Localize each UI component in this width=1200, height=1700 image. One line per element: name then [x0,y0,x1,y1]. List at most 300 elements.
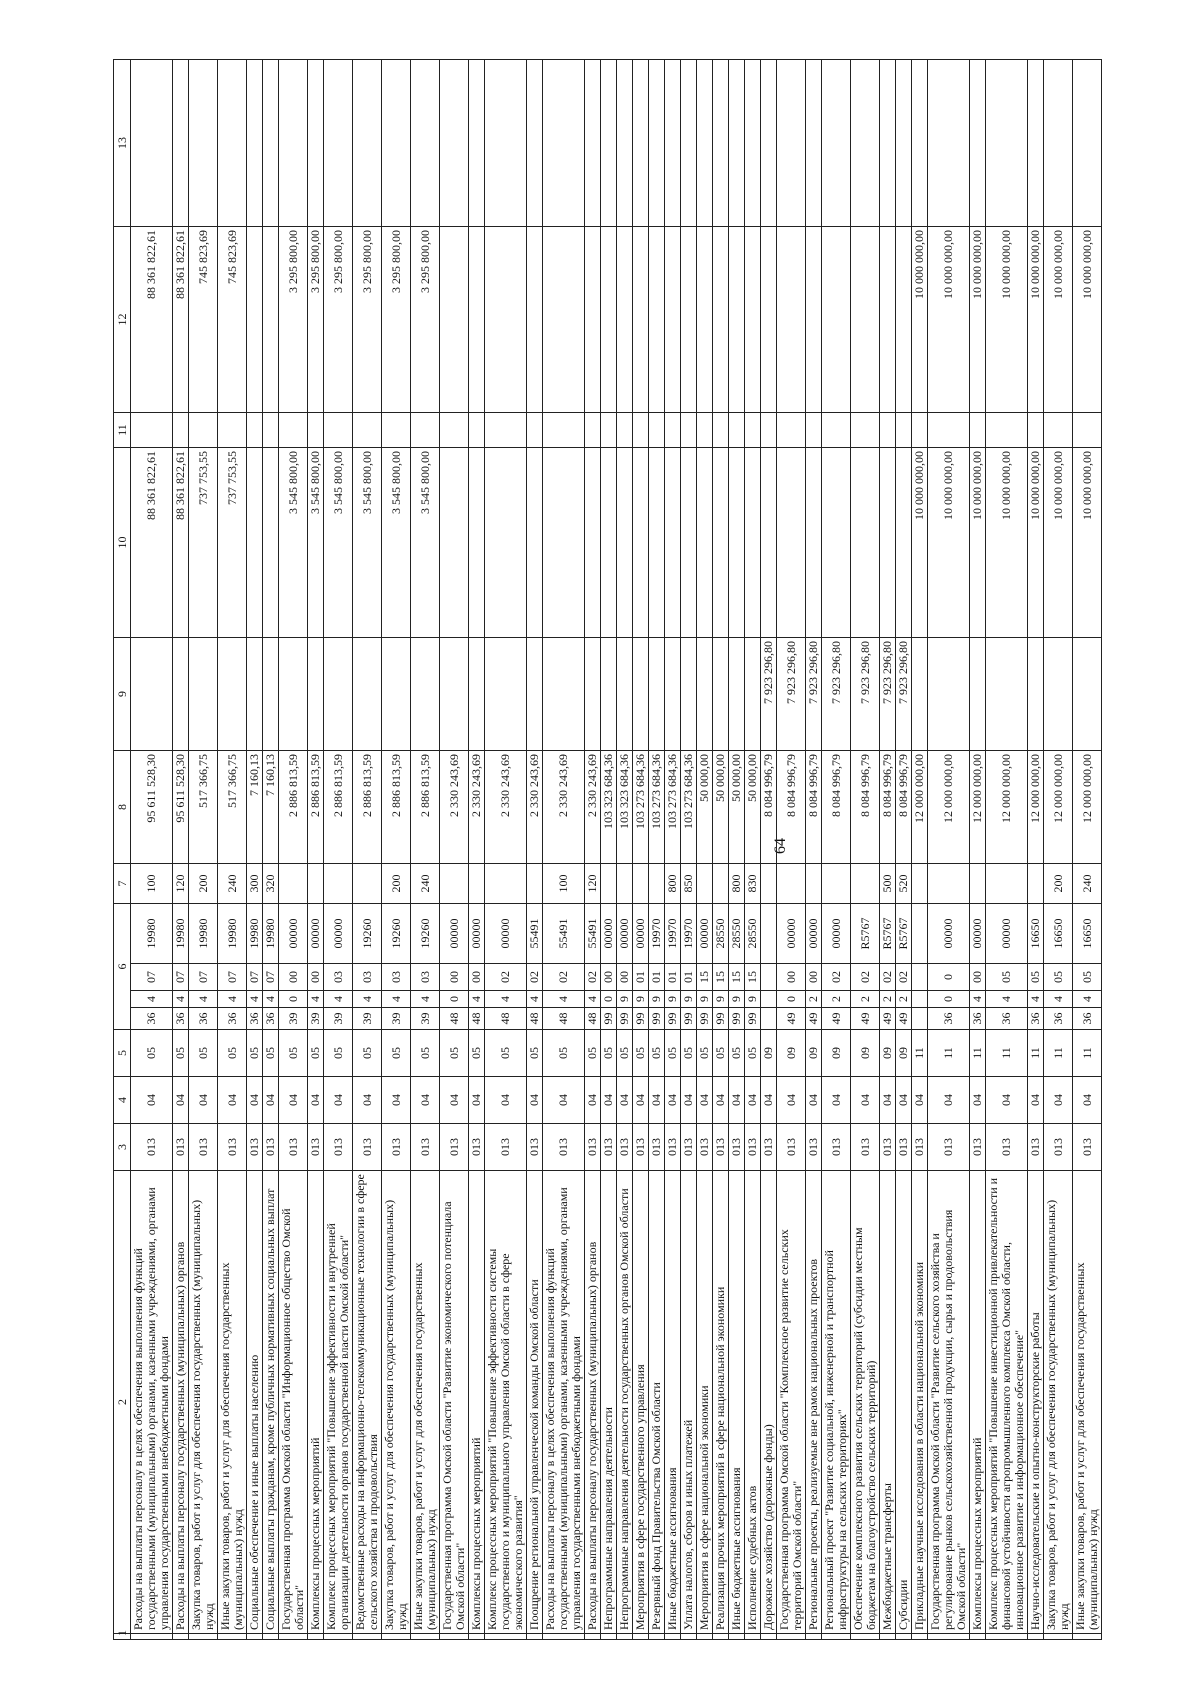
subsection-cell: 05 [527,1030,543,1077]
subsection-cell: 11 [1044,1030,1073,1077]
expense-type-cell [928,864,970,904]
amount-cell [745,413,761,448]
target-article-cell: 49 [851,1008,880,1030]
amount-cell [247,227,263,413]
expense-type-cell [485,864,527,904]
target-article-cell: 19970 [665,904,681,964]
target-article-cell: 01 [633,964,649,991]
amount-cell [681,448,697,638]
target-article-cell: 28550 [729,904,745,964]
amount-cell [189,413,218,448]
target-article-cell: 02 [896,964,912,991]
header-cell: 9 [114,638,131,751]
row-name-cell: Иные бюджетные ассигнования [729,1171,745,1634]
first-col-cell [912,1634,928,1640]
section-cell: 04 [822,1077,851,1124]
amount-cell: 517 366,75 [189,751,218,864]
subsection-cell: 05 [601,1030,617,1077]
code-cell: 013 [308,1124,324,1171]
first-col-cell [353,1634,382,1640]
section-cell: 04 [131,1077,173,1124]
amount-cell [308,638,324,751]
amount-cell [729,638,745,751]
table-body [131,60,1102,1640]
target-article-cell: 03 [382,964,411,991]
target-article-cell: 00 [279,964,308,991]
amount-cell: 12 000 000,00 [928,751,970,864]
amount-cell [585,227,601,413]
amount-cell [1073,413,1102,448]
row-name-cell: Иные закупки товаров, работ и услуг для обеспечения государственных (муниципальных) нужд [411,1171,440,1634]
table-row [131,60,173,1640]
subsection-cell: 09 [851,1030,880,1077]
expense-type-cell: 120 [173,864,189,904]
target-article-cell: 4 [986,991,1028,1008]
row-name-cell: Обеспечение комплексного развития сельских территорий (субсидии местным бюджетам на благоустройство сельских территорий) [851,1171,880,1634]
target-article-cell: 03 [411,964,440,991]
amount-cell [745,227,761,413]
expense-type-cell [440,864,469,904]
amount-cell [912,638,928,751]
code-cell: 013 [970,1124,986,1171]
table-row [485,60,527,1640]
expense-type-cell: 100 [131,864,173,904]
amount-cell [189,60,218,227]
code-cell: 013 [777,1124,806,1171]
amount-cell: 10 000 000,00 [1073,227,1102,413]
subsection-cell: 05 [713,1030,729,1077]
section-cell: 04 [440,1077,469,1124]
amount-cell [485,60,527,227]
row-name-cell: Расходы на выплаты персоналу государственных (муниципальных) органов [585,1171,601,1634]
row-name-cell: Закупка товаров, работ и услуг для обеспечения государственных (муниципальных) нужд [382,1171,411,1634]
expense-type-cell [353,864,382,904]
table-row [324,60,353,1640]
expense-type-cell: 200 [189,864,218,904]
subsection-cell: 05 [665,1030,681,1077]
header-row [114,60,131,1640]
amount-cell [697,227,713,413]
first-col-cell [880,1634,896,1640]
target-article-cell [912,904,928,964]
amount-cell: 2 330 243,69 [543,751,585,864]
target-article-cell: 02 [527,964,543,991]
amount-cell: 7 923 296,80 [851,638,880,751]
amount-cell: 3 295 800,00 [324,227,353,413]
first-col-cell [1028,1634,1044,1640]
target-article-cell: 02 [822,964,851,991]
target-article-cell: 03 [324,964,353,991]
target-article-cell: 4 [382,991,411,1008]
expense-type-cell [469,864,485,904]
amount-cell [633,448,649,638]
subsection-cell: 09 [880,1030,896,1077]
section-cell: 04 [896,1077,912,1124]
row-name-cell: Иные закупки товаров, работ и услуг для обеспечения государственных (муниципальных) нужд [1073,1171,1102,1634]
table-row [601,60,617,1640]
amount-cell: 737 753,55 [189,448,218,638]
target-article-cell: 39 [382,1008,411,1030]
target-article-cell [761,964,777,991]
amount-cell [777,413,806,448]
target-article-cell: 55491 [585,904,601,964]
first-col-cell [822,1634,851,1640]
amount-cell [880,413,896,448]
amount-cell [649,413,665,448]
amount-cell [896,60,912,227]
amount-cell [880,448,896,638]
code-cell: 013 [649,1124,665,1171]
subsection-cell: 09 [761,1030,777,1077]
target-article-cell: 19980 [263,904,279,964]
code-cell: 013 [665,1124,681,1171]
target-article-cell: 99 [649,1008,665,1030]
target-article-cell: 15 [729,964,745,991]
code-cell: 013 [382,1124,411,1171]
amount-cell: 103 273 684,36 [649,751,665,864]
target-article-cell: 9 [633,991,649,1008]
first-col-cell [173,1634,189,1640]
amount-cell: 12 000 000,00 [986,751,1028,864]
target-article-cell: 00 [308,964,324,991]
row-name-cell: Комплексы процессных мероприятий [308,1171,324,1634]
code-cell: 013 [353,1124,382,1171]
section-cell: 04 [218,1077,247,1124]
row-name-cell: Межбюджетные трансферты [880,1171,896,1634]
first-col-cell [308,1634,324,1640]
amount-cell: 103 323 684,36 [601,751,617,864]
table-row [986,60,1028,1640]
subsection-cell: 11 [1073,1030,1102,1077]
amount-cell [681,413,697,448]
first-col-cell [279,1634,308,1640]
amount-cell [469,60,485,227]
first-col-cell [324,1634,353,1640]
target-article-cell [912,1008,928,1030]
amount-cell [382,638,411,751]
row-name-cell: Иные бюджетные ассигнования [665,1171,681,1634]
subsection-cell: 05 [411,1030,440,1077]
amount-cell [822,227,851,413]
target-article-cell: 39 [308,1008,324,1030]
code-cell: 013 [697,1124,713,1171]
target-article-cell: 55491 [543,904,585,964]
table-row [851,60,880,1640]
amount-cell [986,60,1028,227]
amount-cell [527,60,543,227]
table-row [649,60,665,1640]
code-cell: 013 [822,1124,851,1171]
amount-cell [896,227,912,413]
target-article-cell: 01 [665,964,681,991]
amount-cell [617,448,633,638]
amount-cell [896,413,912,448]
target-article-cell: 00 [440,964,469,991]
amount-cell [777,60,806,227]
table-row [279,60,308,1640]
first-col-cell [633,1634,649,1640]
amount-cell [729,413,745,448]
target-article-cell: 19260 [411,904,440,964]
row-name-cell: Ведомственные расходы на информационно-телекоммуникационные технологии в сфере сельского хозяйства и продовольствия [353,1171,382,1634]
amount-cell [308,60,324,227]
amount-cell [543,413,585,448]
target-article-cell: 55491 [527,904,543,964]
target-article-cell: 19980 [173,904,189,964]
section-cell: 04 [585,1077,601,1124]
target-article-cell: 49 [896,1008,912,1030]
target-article-cell: 0 [928,964,970,991]
table-row [896,60,912,1640]
target-article-cell: 99 [665,1008,681,1030]
row-name-cell: Субсидии [896,1171,912,1634]
amount-cell [729,448,745,638]
amount-cell [279,60,308,227]
target-article-cell: 39 [411,1008,440,1030]
amount-cell: 12 000 000,00 [1028,751,1044,864]
amount-cell [617,60,633,227]
amount-cell [543,638,585,751]
amount-cell: 3 545 800,00 [308,448,324,638]
page-number: 64 [772,838,789,854]
amount-cell [411,413,440,448]
amount-cell [382,60,411,227]
header-cell: 7 [114,864,131,904]
amount-cell [665,413,681,448]
table-row [411,60,440,1640]
table-row [713,60,729,1640]
row-name-cell: Резервный фонд Правительства Омской области [649,1171,665,1634]
expense-type-cell [986,864,1028,904]
row-name-cell: Государственная программа Омской области "Развитие сельского хозяйства и регулирование рынков сельскохозяйственной продукции, сырья и продовольствия Омской области" [928,1171,970,1634]
target-article-cell: 00000 [440,904,469,964]
target-article-cell: 4 [1028,991,1044,1008]
section-cell: 04 [527,1077,543,1124]
code-cell: 013 [543,1124,585,1171]
amount-cell [681,60,697,227]
amount-cell: 517 366,75 [218,751,247,864]
amount-cell [247,448,263,638]
amount-cell [411,638,440,751]
budget-table [113,59,1102,1640]
table-row [777,60,806,1640]
subsection-cell: 05 [189,1030,218,1077]
target-article-cell: 00 [806,964,822,991]
target-article-cell: 19980 [218,904,247,964]
target-article-cell: 00 [777,964,806,991]
expense-type-cell: 800 [665,864,681,904]
target-article-cell [761,904,777,964]
subsection-cell: 05 [745,1030,761,1077]
amount-cell: 3 295 800,00 [353,227,382,413]
table-row [806,60,822,1640]
amount-cell: 10 000 000,00 [912,227,928,413]
table-row [440,60,469,1640]
target-article-cell: 4 [411,991,440,1008]
target-article-cell: 48 [440,1008,469,1030]
target-article-cell: 99 [745,1008,761,1030]
target-article-cell: 00000 [601,904,617,964]
target-article-cell: 19260 [353,904,382,964]
code-cell: 013 [585,1124,601,1171]
table-row [263,60,279,1640]
target-article-cell: 00 [601,964,617,991]
row-name-cell: Мероприятия в сфере национальной экономики [697,1171,713,1634]
expense-type-cell: 200 [1044,864,1073,904]
target-article-cell: 2 [880,991,896,1008]
amount-cell [353,413,382,448]
amount-cell [382,413,411,448]
amount-cell [469,413,485,448]
amount-cell: 7 923 296,80 [880,638,896,751]
header-cell: 5 [114,1030,131,1077]
code-cell: 013 [411,1124,440,1171]
first-col-cell [745,1634,761,1640]
code-cell: 013 [896,1124,912,1171]
target-article-cell: 4 [324,991,353,1008]
amount-cell [851,227,880,413]
subsection-cell: 05 [279,1030,308,1077]
target-article-cell: 00000 [806,904,822,964]
target-article-cell: 36 [189,1008,218,1030]
amount-cell [263,413,279,448]
amount-cell [761,448,777,638]
amount-cell [822,413,851,448]
amount-cell: 50 000,00 [713,751,729,864]
amount-cell [263,448,279,638]
subsection-cell: 09 [822,1030,851,1077]
section-cell: 04 [851,1077,880,1124]
code-cell: 013 [218,1124,247,1171]
target-article-cell: 2 [896,991,912,1008]
amount-cell: 2 330 243,69 [485,751,527,864]
subsection-cell: 05 [649,1030,665,1077]
table-row [173,60,189,1640]
amount-cell [665,638,681,751]
amount-cell [218,638,247,751]
expense-type-cell [851,864,880,904]
row-name-cell: Государственная программа Омской области "Комплексное развитие сельских территорий Омской области" [777,1171,806,1634]
amount-cell: 103 273 684,36 [665,751,681,864]
subsection-cell: 11 [1028,1030,1044,1077]
row-name-cell: Региональный проект "Развитие социальной, инженерной и транспортной инфраструктуры на сельских территориях" [822,1171,851,1634]
subsection-cell: 05 [308,1030,324,1077]
target-article-cell: 16650 [1028,904,1044,964]
table-row [308,60,324,1640]
expense-type-cell: 240 [218,864,247,904]
amount-cell [543,60,585,227]
subsection-cell: 05 [697,1030,713,1077]
first-col-cell [411,1634,440,1640]
amount-cell: 3 545 800,00 [279,448,308,638]
amount-cell [822,448,851,638]
table-row [382,60,411,1640]
section-cell: 04 [411,1077,440,1124]
expense-type-cell [970,864,986,904]
code-cell: 013 [912,1124,928,1171]
target-article-cell: 00000 [469,904,485,964]
target-article-cell: 07 [173,964,189,991]
amount-cell [131,60,173,227]
target-article-cell: 4 [970,991,986,1008]
amount-cell [697,638,713,751]
amount-cell [1028,638,1044,751]
header-cell: 12 [114,227,131,413]
table-row [912,60,928,1640]
expense-type-cell: 830 [745,864,761,904]
target-article-cell: 49 [822,1008,851,1030]
section-cell: 04 [353,1077,382,1124]
target-article-cell: 48 [485,1008,527,1030]
target-article-cell: 19980 [189,904,218,964]
amount-cell [601,60,617,227]
amount-cell: 8 084 996,79 [896,751,912,864]
first-col-cell [601,1634,617,1640]
target-article-cell: 9 [665,991,681,1008]
subsection-cell: 05 [353,1030,382,1077]
amount-cell [745,60,761,227]
section-cell: 04 [1044,1077,1073,1124]
expense-type-cell: 100 [543,864,585,904]
first-col-cell [543,1634,585,1640]
amount-cell: 2 330 243,69 [469,751,485,864]
section-cell: 04 [189,1077,218,1124]
section-cell: 04 [649,1077,665,1124]
row-name-cell: Расходы на выплаты персоналу в целях обеспечения выполнения функций государственными (муниципальными) органами, казенными учреждениями, органами управления государственными внебюджетными фондами [543,1171,585,1634]
amount-cell [218,60,247,227]
amount-cell [131,413,173,448]
target-article-cell: 00000 [308,904,324,964]
amount-cell: 50 000,00 [697,751,713,864]
section-cell: 04 [279,1077,308,1124]
target-article-cell [912,991,928,1008]
amount-cell [1028,413,1044,448]
amount-cell [777,448,806,638]
target-article-cell: 48 [527,1008,543,1030]
amount-cell [777,227,806,413]
target-article-cell: 99 [617,1008,633,1030]
amount-cell [601,413,617,448]
amount-cell [263,60,279,227]
code-cell: 013 [324,1124,353,1171]
amount-cell [324,413,353,448]
amount-cell: 12 000 000,00 [970,751,986,864]
expense-type-cell: 800 [729,864,745,904]
subsection-cell: 09 [896,1030,912,1077]
table-row [1073,60,1102,1640]
subsection-cell: 05 [729,1030,745,1077]
target-article-cell: 4 [247,991,263,1008]
target-article-cell: R5767 [896,904,912,964]
target-article-cell: 07 [189,964,218,991]
amount-cell [912,60,928,227]
target-article-cell: 15 [745,964,761,991]
target-article-cell: 01 [681,964,697,991]
table-row [1028,60,1044,1640]
table-row [189,60,218,1640]
code-cell: 013 [729,1124,745,1171]
subsection-cell: 05 [218,1030,247,1077]
amount-cell: 10 000 000,00 [986,448,1028,638]
table-row [353,60,382,1640]
amount-cell [469,638,485,751]
row-name-cell: Закупка товаров, работ и услуг для обеспечения государственных (муниципальных) нужд [1044,1171,1073,1634]
expense-type-cell: 320 [263,864,279,904]
target-article-cell: 00000 [928,904,970,964]
target-article-cell: 39 [353,1008,382,1030]
amount-cell [485,448,527,638]
target-article-cell: 9 [745,991,761,1008]
